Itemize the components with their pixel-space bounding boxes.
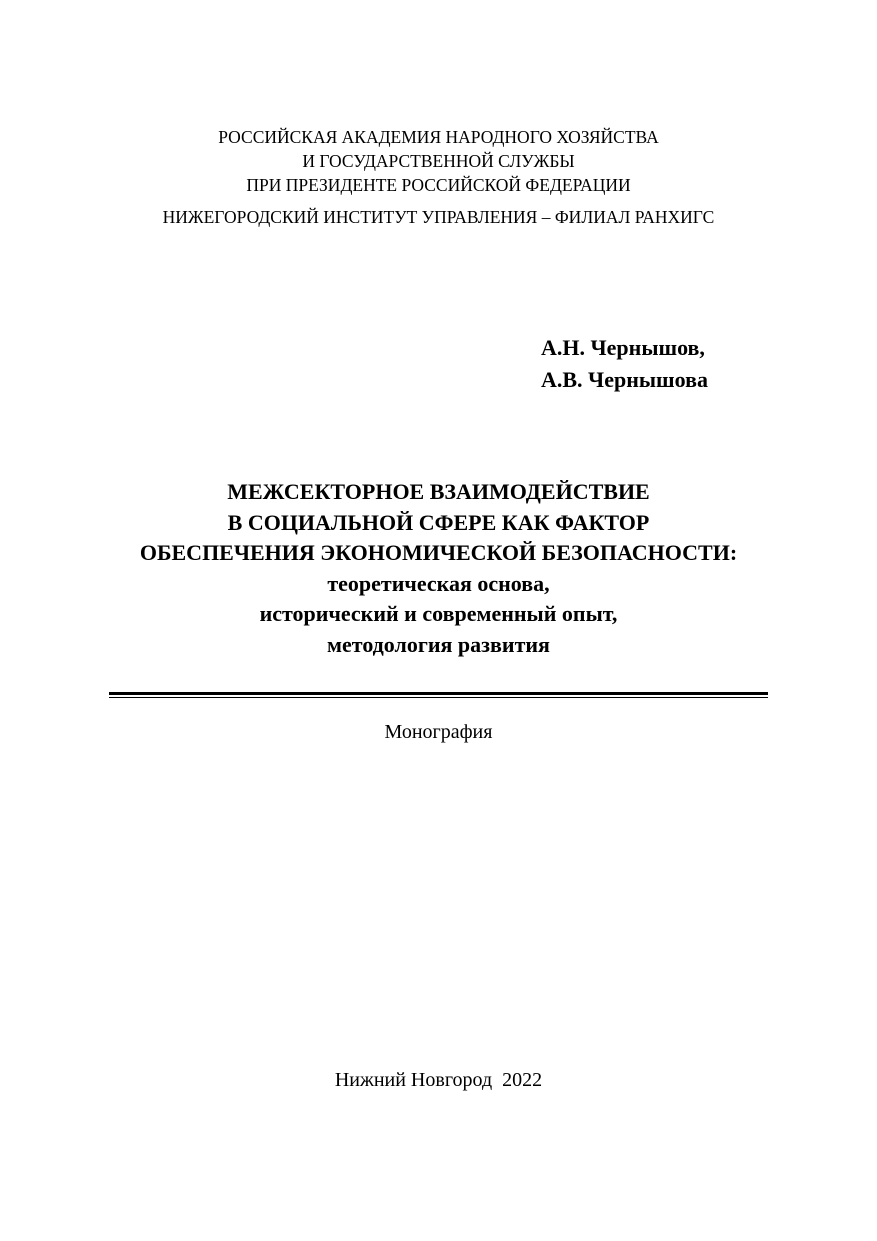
document-type: Монография: [384, 721, 493, 743]
organization-line: РОССИЙСКАЯ АКАДЕМИЯ НАРОДНОГО ХОЗЯЙСТВА: [218, 127, 659, 147]
monograph-title: [0, 477, 877, 660]
title-line: ОБЕСПЕЧЕНИЯ ЭКОНОМИЧЕСКОЙ БЕЗОПАСНОСТИ:: [139, 540, 738, 565]
author-name: А.Н. Чернышов,: [541, 335, 705, 360]
organization-line: ПРИ ПРЕЗИДЕНТЕ РОССИЙСКОЙ ФЕДЕРАЦИИ: [246, 175, 631, 195]
title-line: В СОЦИАЛЬНОЙ СФЕРЕ КАК ФАКТОР: [227, 509, 650, 535]
divider-thick: [109, 692, 768, 695]
imprint-place-year: Нижний Новгород 2022: [334, 1069, 543, 1091]
divider-thin: [109, 697, 768, 698]
subtitle-line: теоретическая основа,: [327, 570, 550, 596]
subtitle-line: методология развития: [327, 631, 550, 657]
authors: [541, 332, 708, 396]
author-name: А.В. Чернышова: [541, 367, 708, 392]
subtitle-line: исторический и современный опыт,: [259, 601, 618, 626]
organization-header: [0, 125, 877, 197]
institute-name: НИЖЕГОРОДСКИЙ ИНСТИТУТ УПРАВЛЕНИЯ – ФИЛИАЛ РАНХИГС: [162, 207, 715, 227]
title-line: МЕЖСЕКТОРНОЕ ВЗАИМОДЕЙСТВИЕ: [227, 479, 650, 504]
organization-line: И ГОСУДАРСТВЕННОЙ СЛУЖБЫ: [302, 151, 575, 171]
